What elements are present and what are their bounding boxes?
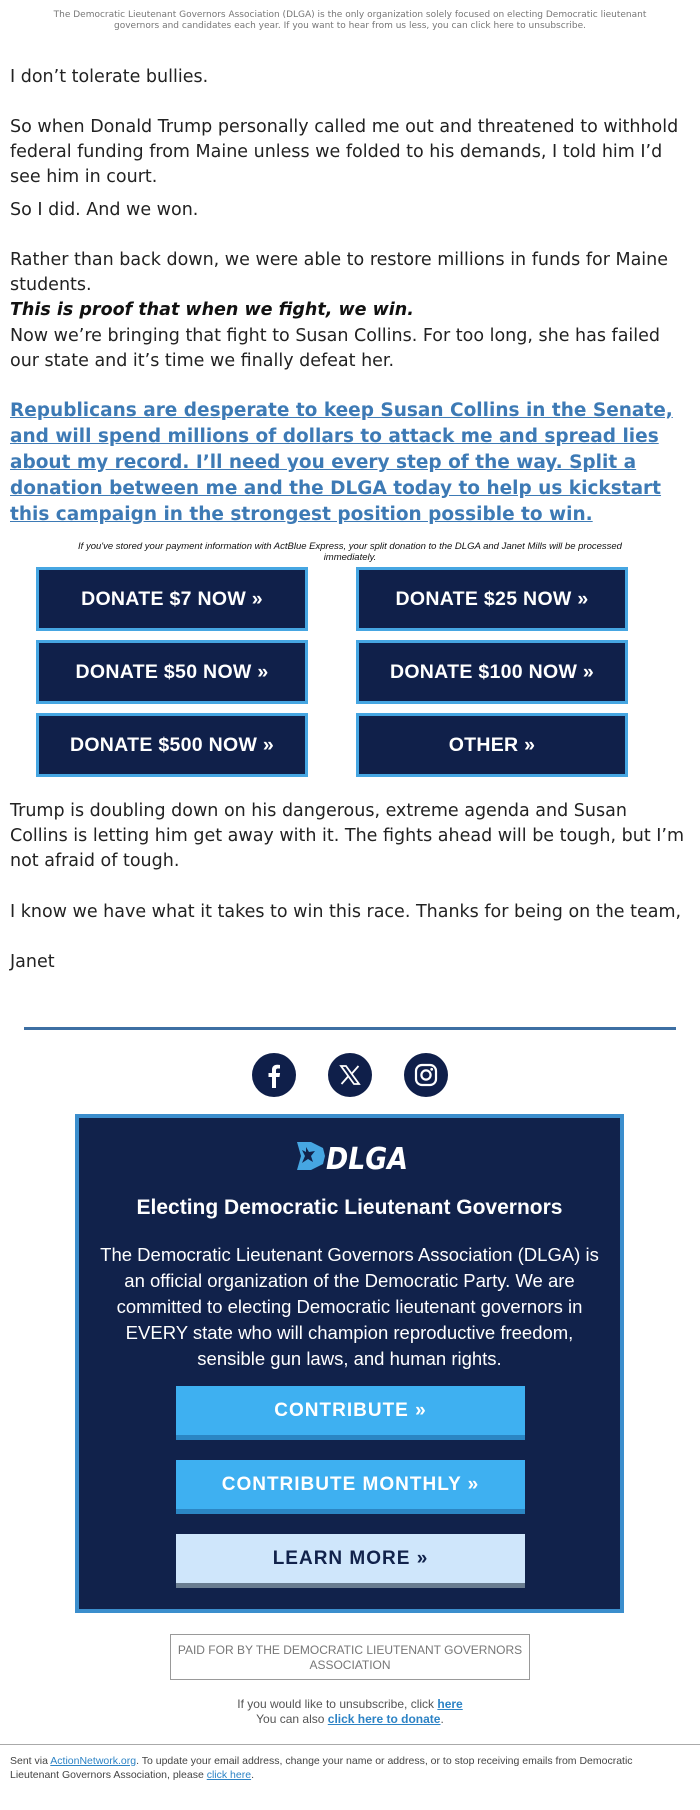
unsubscribe-link[interactable]: here (437, 1697, 463, 1711)
donate-7-button[interactable]: DONATE $7 NOW » (36, 567, 308, 631)
x-icon[interactable] (328, 1053, 372, 1097)
letter-p6: Trump is doubling down on his dangerous, extreme agenda and Susan Collins is letting him get away with it. The fights ahead will be tough, but I’m not afraid of tough. (10, 801, 685, 871)
sent-via-footer (10, 1754, 680, 1782)
dlga-logo (79, 1136, 620, 1176)
footer-title: Electing Democratic Lieutenant Governors (136, 1196, 563, 1219)
letter-p4-text: Rather than back down, we were able to restore millions in funds for Maine students. (10, 250, 669, 295)
donate-other-button[interactable]: OTHER » (356, 713, 628, 777)
donate-25-button[interactable]: DONATE $25 NOW » (356, 567, 628, 631)
footer-description: The Democratic Lieutenant Governors Association (DLGA) is an official organization of the Democratic Party. We are committed to electing Democratic lieutenant governors in EVERY state who will champion reproductive freedom, sensible gun laws, and human rights. (100, 1244, 599, 1369)
donate-link[interactable]: click here to donate (327, 1712, 441, 1726)
section-divider (24, 1027, 676, 1030)
dlga-footer-card (75, 1114, 624, 1613)
donate-suffix: . (440, 1712, 444, 1726)
instagram-icon[interactable] (404, 1053, 448, 1097)
donate-500-button[interactable]: DONATE $500 NOW » (36, 713, 308, 777)
contribute-button[interactable]: CONTRIBUTE » (176, 1386, 525, 1440)
letter-p4 (10, 248, 690, 323)
donate-100-button[interactable]: DONATE $100 NOW » (356, 640, 628, 704)
letter-p2: So when Donald Trump personally called me out and threatened to withhold federal funding from Maine unless we folded to his demands, I told him I’d see him in court. (10, 117, 679, 187)
learn-more-button[interactable]: LEARN MORE » (176, 1534, 525, 1588)
bottom-divider (0, 1744, 700, 1745)
preheader-text: The Democratic Lieutenant Governors Association (DLGA) is the only organization solely focused on electing Democratic lieutenant governors and candidates each year. If you want to hear from us less, you can click here to unsubscribe. (53, 10, 647, 31)
actionnetwork-link[interactable]: ActionNetwork.org (50, 1755, 137, 1767)
donate-prefix: You can also (256, 1712, 325, 1726)
facebook-icon[interactable] (252, 1053, 296, 1097)
letter-p7: I know we have what it takes to win this race. Thanks for being on the team, (10, 902, 682, 922)
letter-p4-emphasis: This is proof that when we fight, we win. (10, 300, 414, 320)
donate-50-button[interactable]: DONATE $50 NOW » (36, 640, 308, 704)
actblue-express-note: If you've stored your payment information with ActBlue Express, your split donation to the DLGA and Janet Mills will be processed immediately. (78, 541, 622, 563)
paid-for-disclaimer: PAID FOR BY THE DEMOCRATIC LIEUTENANT GOVERNORS ASSOCIATION (170, 1634, 530, 1680)
letter-p5: Now we’re bringing that fight to Susan Collins. For too long, she has failed our state and it’s time we finally defeat her. (10, 326, 661, 371)
sent-prefix: Sent via (10, 1755, 48, 1767)
signature: Janet (10, 952, 55, 972)
sent-suffix: . (251, 1769, 254, 1781)
update-preferences-link[interactable]: click here (206, 1769, 252, 1781)
sent-middle: . To update your email address, change your name or address, or to stop receiving emails from Democratic Lieutenant Governors Association, please (10, 1755, 633, 1781)
contribute-monthly-button[interactable]: CONTRIBUTE MONTHLY » (176, 1460, 525, 1514)
unsubscribe-prefix: If you would like to unsubscribe, click (237, 1697, 435, 1711)
letter-p3: So I did. And we won. (10, 200, 199, 220)
letter-p1: I don’t tolerate bullies. (10, 67, 209, 87)
dlga-logo-text: DLGA (325, 1142, 408, 1174)
unsubscribe-block (0, 1697, 700, 1727)
donation-cta-link[interactable]: Republicans are desperate to keep Susan Collins in the Senate, and will spend millions of dollars to attack me and spread lies about my record. I’ll need you every step of the way. Split a donation between me and the DLGA today to help us kickstart this campaign in the strongest position possible to win. (10, 400, 673, 525)
